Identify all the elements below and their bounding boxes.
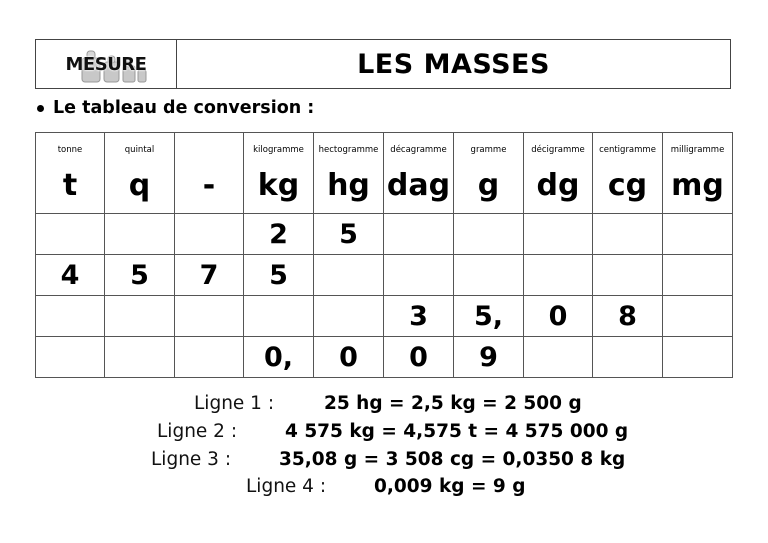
unit-symbol-cell: mg	[663, 166, 733, 214]
table-cell	[454, 214, 524, 255]
unit-symbol-cell: kg	[244, 166, 314, 214]
logo	[36, 40, 177, 88]
table-cell	[175, 337, 244, 378]
table-cell	[314, 296, 384, 337]
line-equation: 35,08 g = 3 508 cg = 0,0350 8 kg	[279, 449, 626, 470]
table-row	[36, 296, 733, 337]
table-row	[36, 214, 733, 255]
table-cell	[663, 337, 733, 378]
unit-symbol-cell: g	[454, 166, 524, 214]
unit-names-row	[36, 133, 733, 167]
table-cell	[524, 255, 593, 296]
unit-name-cell: milligramme	[663, 133, 733, 167]
conversion-table	[35, 132, 733, 378]
table-cell	[36, 296, 105, 337]
unit-symbol-cell: dag	[384, 166, 454, 214]
table-cell	[593, 214, 663, 255]
equation-line-2	[157, 421, 629, 442]
table-row	[36, 255, 733, 296]
unit-name-cell: tonne	[36, 133, 105, 167]
subtitle-text: Le tableau de conversion :	[53, 98, 315, 118]
table-cell	[105, 296, 175, 337]
table-cell: 8	[593, 296, 663, 337]
unit-name-cell: décagramme	[384, 133, 454, 167]
table-cell	[663, 214, 733, 255]
logo-text: MESURE	[65, 53, 147, 75]
table-cell	[175, 296, 244, 337]
unit-symbol-cell: hg	[314, 166, 384, 214]
unit-name-cell: kilogramme	[244, 133, 314, 167]
unit-name-cell: quintal	[105, 133, 175, 167]
table-cell	[244, 296, 314, 337]
section-subtitle	[37, 98, 314, 118]
table-cell	[454, 255, 524, 296]
unit-name-cell	[175, 133, 244, 167]
table-cell	[175, 214, 244, 255]
line-label: Ligne 2 :	[157, 421, 238, 442]
equation-line-3	[151, 449, 626, 470]
equation-line-1	[194, 393, 582, 414]
table-row	[36, 337, 733, 378]
table-cell: 7	[175, 255, 244, 296]
unit-name-cell: décigramme	[524, 133, 593, 167]
table-cell: 5,	[454, 296, 524, 337]
table-cell	[384, 214, 454, 255]
header	[35, 39, 731, 89]
table-cell: 5	[244, 255, 314, 296]
unit-symbol-cell: dg	[524, 166, 593, 214]
table-cell: 5	[105, 255, 175, 296]
line-equation: 0,009 kg = 9 g	[374, 476, 526, 497]
line-label: Ligne 4 :	[246, 476, 327, 497]
table-cell: 2	[244, 214, 314, 255]
table-cell	[36, 337, 105, 378]
table-cell: 0	[524, 296, 593, 337]
unit-symbols-row	[36, 166, 733, 214]
table-cell: 0,	[244, 337, 314, 378]
table-cell	[663, 296, 733, 337]
table-cell	[663, 255, 733, 296]
unit-symbol-cell: cg	[593, 166, 663, 214]
unit-name-cell: hectogramme	[314, 133, 384, 167]
table-cell	[314, 255, 384, 296]
table-cell	[593, 255, 663, 296]
line-equation: 4 575 kg = 4,575 t = 4 575 000 g	[285, 421, 629, 442]
table-cell: 3	[384, 296, 454, 337]
table-cell	[36, 214, 105, 255]
table-cell	[384, 255, 454, 296]
table-cell: 0	[314, 337, 384, 378]
table-cell: 5	[314, 214, 384, 255]
unit-name-cell: centigramme	[593, 133, 663, 167]
unit-symbol-cell: q	[105, 166, 175, 214]
unit-name-cell: gramme	[454, 133, 524, 167]
bullet-icon	[37, 105, 44, 112]
table-cell: 4	[36, 255, 105, 296]
line-label: Ligne 3 :	[151, 449, 232, 470]
table-cell: 9	[454, 337, 524, 378]
table-cell	[524, 337, 593, 378]
unit-symbol-cell: t	[36, 166, 105, 214]
table-cell	[524, 214, 593, 255]
unit-symbol-cell: -	[175, 166, 244, 214]
line-label: Ligne 1 :	[194, 393, 275, 414]
table-cell	[105, 214, 175, 255]
line-equation: 25 hg = 2,5 kg = 2 500 g	[324, 393, 582, 414]
table-cell	[105, 337, 175, 378]
equation-line-4	[246, 476, 526, 497]
page-title: LES MASSES	[357, 48, 550, 80]
table-cell: 0	[384, 337, 454, 378]
table-cell	[593, 337, 663, 378]
